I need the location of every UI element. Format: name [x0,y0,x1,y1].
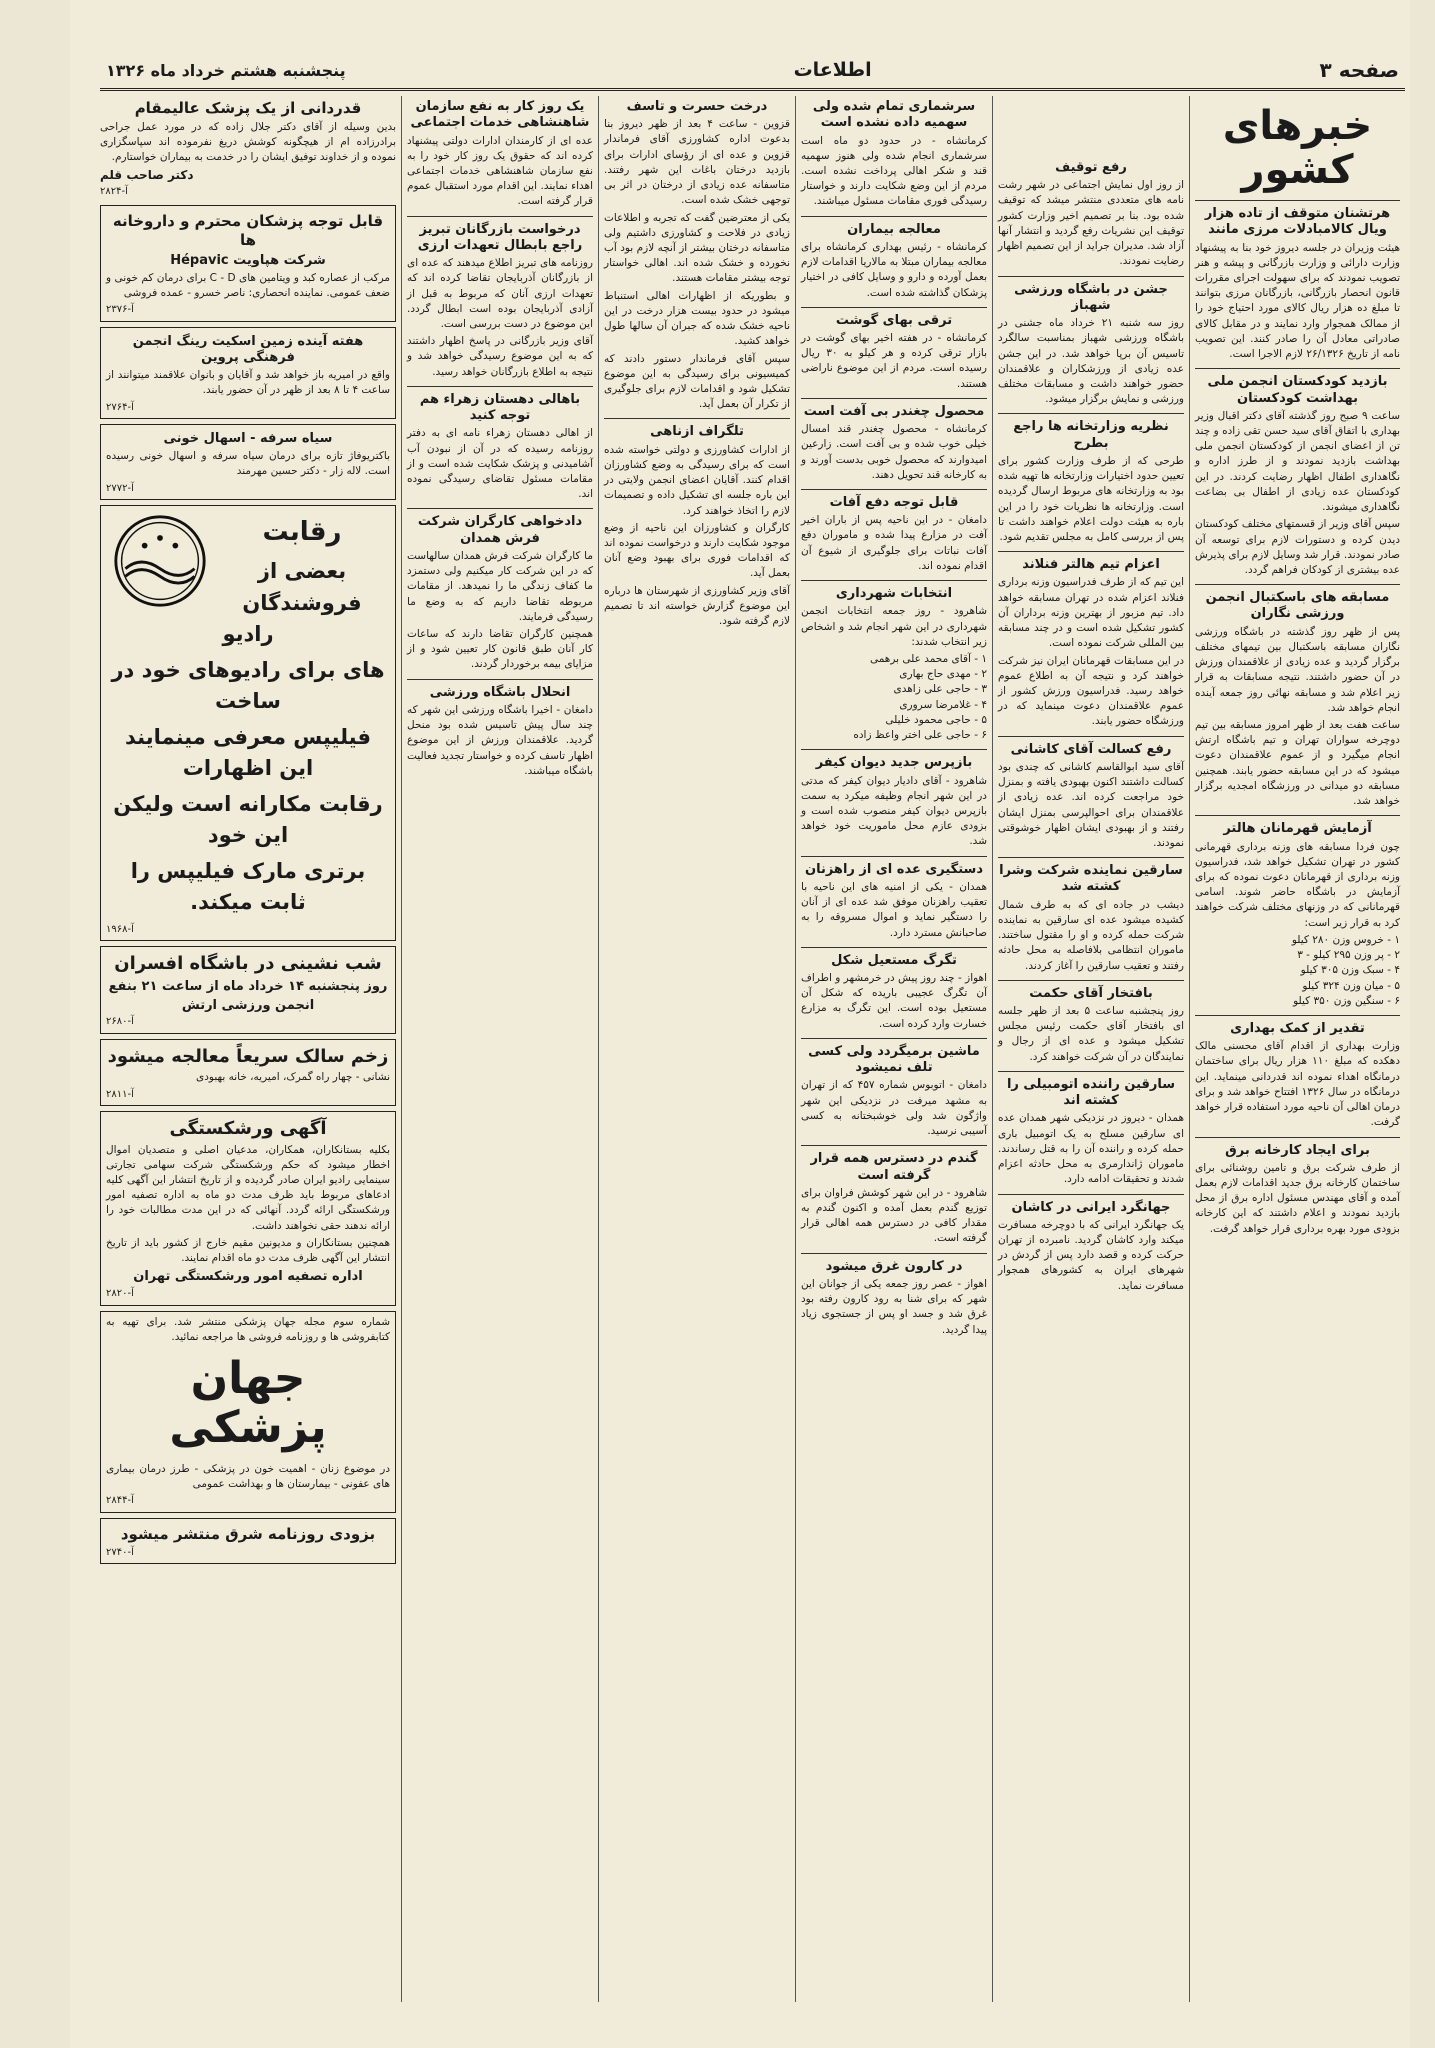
philips-logo-icon [112,513,208,609]
ad-skating: هفته آینده زمین اسکیت رینگ انجمن فرهنگی پروین واقع در امیریه باز خواهد شد و آقایان و بانوان علاقمند میتوانند از ساعت ۴ تا ۸ بعد از ظهر در آن حضور یابند. آ-۲۷۶۴ [100,327,396,419]
page-number: صفحه ۳ [1319,58,1399,82]
article: بازپرس جدید دیوان کیفر شاهرود - آقای دادیار دیوان کیفر که مدتی در این شهر انجام وظیفه میکرد به سمت بازپرس دیوان کیفر منصوب شده است و بزودی عازم محل ماموریت خود خواهد شد. [801,755,987,848]
article: برای ایجاد کارخانه برق از طرف شرکت برق و تامین روشنائی برای ساختمان کارخانه برق جدید اقدامات لازم بعمل آمده و آقای مهندس مسئول اداره برق از محل بازدید نمودند و اعلام داشتند که این کارخانه بزودی مورد بهره برداری قرار خواهد گرفت. [1195,1142,1400,1235]
column-1 [1189,96,1405,2002]
issue-date: پنجشنبه هشتم خرداد ماه ۱۳۲۶ [106,60,346,80]
ad-officers-club: شب نشینی در باشگاه افسران روز پنجشنبه ۱۴ خرداد ماه از ساعت ۲۱ بنفع انجمن ورزشی ارتش آ-۲۶۸۰ [100,946,396,1034]
article: گندم در دسترس همه قرار گرفته است شاهرود - در این شهر کوشش فراوان برای توزیع گندم بعمل آمده و اکنون گندم به مقدار کافی در دسترس همه اهالی قرار گرفته است. [801,1151,987,1245]
ad-philips: رقابت بعضی از فروشندگان رادیو های برای رادیوهای خود در ساخت فیلیپس معرفی مینمایند این اظهارات رقابت مکارانه است ولیکن این خود برتری مارک فیلیپس را ثابت میکند. آ-۱۹۶۸ [100,505,396,941]
article: رفع توقیف از روز اول نمایش اجتماعی در شهر رشت نامه های متعددی منتشر میشد که توقیف شده بود. بنا بر تصمیم اخیر وزارت کشور توقیف این نشریات رفع گردید و انتشار آنها آزاد شد. مدیران جراید از این تصمیم اظهار رضایت نمودند. [998,160,1184,268]
article: هرتشنان متوقف از تاده هزار ویال کالامبادلات مرزی مانند هیئت وزیران در جلسه دیروز خود بنا به پیشنهاد وزارت دارائی و وزارت بازرگانی و پیشه و هنر تصویب نمودند که برای سهولت اجرای مقررات قانون انحصار بازرگانی، بازرگانان مرزی بتوانند تا مبلغ ده هزار ریال کالای مورد احتیاج خود را از ممالک همجوار وارد نمایند و در مقابل کالای صادراتی معادل آن را صادر کنند. این تصویب نامه از تاریخ ۲۶/۱۳۲۶ لازم الاجرا است. [1195,206,1400,361]
ad-hepavic: قابل توجه پزشکان محترم و داروخانه ها شرکت هپاویت Hépavic مرکب از عصاره کبد و ویتامین های C - D برای درمان کم خونی و ضعف عمومی. نماینده انحصاری: ناصر خسرو - عمده فروشی آ-۲۳۷۶ [100,205,396,321]
article: ماشین برمیگردد ولی کسی تلف نمیشود دامغان - اتوبوس شماره ۴۵۷ که از تهران به مشهد میرفت در نزدیکی این شهر واژگون شد ولی خوشبختانه به کسی آسیبی نرسید. [801,1043,987,1138]
article: در کارون غرق میشود اهواز - عصر روز جمعه یکی از جوانان این شهر که برای شنا به رود کارون رفته بود غرق شد و جسد او پس از جستجوی زیاد پیدا گردید. [801,1258,987,1336]
column-4 [598,96,795,2002]
article: مسابقه های باسکتبال انجمن ورزشی نگاران پس از ظهر روز گذشته در باشگاه ورزشی نگاران مسابقه باسکتبال بین تیمهای مختلف برگزار گردید و عده زیادی از علاقمندان ورزش در آن حضور داشتند. نتیجه مسابقات به قرار زیر اعلام شد و مسابقه نهائی روز جمعه آینده انجام خواهد شد. ساعت هفت بعد از ظهر امروز مسابقه بین تیم دوچرخه سواران تهران و تیم باشگاه ارتش انجام میگیرد و از عموم علاقمندان دعوت میشود که در این مسابقه حضور یابند. همچنین مسابقه دو میدانی در ورزشگاه امجدیه برگزار خواهد شد. [1195,590,1400,808]
article: تقدیر از کمک بهداری وزارت بهداری از اقدام آقای محسنی مالک دهکده که مبلغ ۱۱۰ هزار ریال برای ساختمان درمانگاه اهداء نموده اند قدردانی مینماید. این درمانگاه در سال ۱۳۲۶ افتتاح خواهد شد و برای درمان اهالی آن ناحیه مورد استفاده قرار خواهد گرفت. [1195,1020,1401,1129]
ad-medicine: سیاه سرفه - اسهال خونی باکتریوفاژ تازه برای درمان سیاه سرفه و اسهال خونی رسیده است. لاله زار - دکتر حسین مهرمند آ-۲۷۷۲ [100,424,396,500]
article: دادخواهی کارگران شرکت فرش همدان ما کارگران شرکت فرش همدان سالهاست که در این شرکت کار میکنیم ولی دستمزد ما کفاف زندگی ما را نمیدهد. از مقامات مربوطه تقاضا داریم که به وضع ما رسیدگی فرمایند. همچنین کارگران تقاضا دارند که ساعات کار آنان طبق قانون کار تعیین شود و از مزایای بیمه برخوردار گردند. [407,514,593,671]
article: رفع کسالت آقای کاشانی آقای سید ابوالقاسم کاشانی که چندی بود کسالت داشتند اکنون بهبودی یافته و بمنزل خود مراجعت کرده اند. عده زیادی از علاقمندان برای احوالپرسی بمنزل ایشان رفتند و از بهبودی ایشان اظهار خوشوقتی نمودند. [998,741,1184,849]
article: سارقین راننده اتومبیلی را کشته اند همدان - دیروز در نزدیکی شهر همدان عده ای سارقین مسلح به یک اتومبیل باری حمله کرده و راننده آن را به قتل رساندند. ماموران ژاندارمری به محل حادثه اعزام شدند و تحقیقات ادامه دارد. [998,1076,1184,1186]
article: بافتخار آقای حکمت روز پنجشنبه ساعت ۵ بعد از ظهر جلسه ای بافتخار آقای حکمت رئیس مجلس تشکیل میشود و عده ای از رجال و نمایندگان در آن شرکت خواهند کرد. [998,985,1184,1063]
column-5 [401,96,598,2002]
ad-bankruptcy: آگهی ورشکستگی بکلیه بستانکاران، همکاران، مدعیان اصلی و متصدیان اموال اخطار میشود که حکم ورشکستگی شرکت سهامی تجارتی سینمایی رادیو ایران صادر گردیده و از تاریخ انتشار این آگهی کلیه ادعاهای مربوط باید ظرف مدت دو ماه به اداره تصفیه امور ورشکستگی ارائه گردد. آنهائی که در این مدت مطالبات خود را ارائه ندهند حقی نخواهند داشت. همچنین بستانکاران و مدیونین مقیم خارج از کشور باید از تاریخ انتشار این آگهی ظرف مدت دو ماه اقدام نمایند. اداره تصفیه امور ورشکستگی تهران آ-۲۸۲۰ [100,1111,396,1306]
column-3 [795,96,992,2002]
ad-cure: زخم سالک سریعاً معالجه میشود نشانی - چهار راه گمرک، امیریه، خانه بهبودی آ-۲۸۱۱ [100,1039,396,1106]
article: سرشماری تمام شده ولی سهمیه داده نشده است کرمانشاه - در حدود دو ماه است سرشماری انجام شده ولی هنوز سهمیه قند و شکر اهالی پرداخت نشده است. مردم از این وضع شکایت دارند و خواستار رسیدگی فوری مقامات مسئول میباشند. [801,99,987,208]
column-2 [992,96,1189,2002]
masthead [100,52,1405,91]
article: محصول چغندر بی آفت است کرمانشاه - محصول چغندر قند امسال خیلی خوب شده و بی آفت است. زارعین امیدوارند که محصول خوبی بدست آورند و به کارخانه قند تحویل دهند. [801,403,987,481]
article: انحلال باشگاه ورزشی دامغان - اخیرا باشگاه ورزشی این شهر که چند سال پیش تاسیس شده بود منحل گردید. علاقمندان ورزش از این موضوع اظهار تاسف کرده و خواستار تجدید فعالیت باشگاه میباشند. [407,684,593,777]
article: درخواست بازرگانان تبریز راجع بابطال تعهدات ارزی روزنامه های تبریز اطلاع میدهند که عده ای از بازرگانان آذربایجان تقاضا کرده اند که تعهدات ارزی آنان که مربوط به قبل از آزادی آذربایجان بوده است ابطال گردد. این موضوع در دست بررسی است. آقای وزیر بازرگانی در پاسخ اظهار داشتند که به این موضوع رسیدگی خواهد شد و نتیجه به اطلاع بازرگانان خواهد رسید. [407,221,593,378]
article: قدردانی از یک پزشک عالیمقام بدین وسیله از آقای دکتر جلال زاده که در مورد عمل جراحی برادرزاده ام از هیچگونه کوشش دریغ نفرموده اند سپاسگزاری نموده و از خداوند توفیق ایشان را در خدمت به بیماران خواستارم. دکتر صاحب قلم آ-۲۸۲۴ [100,99,396,197]
ad-closing: بزودی روزنامه شرق منتشر میشود آ-۲۷۴۰ [100,1518,396,1564]
article: دستگیری عده ای از راهزنان همدان - یکی از امنیه های این ناحیه با تعقیب راهزنان موفق شد عده ای از آنان را دستگیر نماید و اموال مسروقه را به صاحبانش مسترد دارد. [801,861,987,939]
article: جشن در باشگاه ورزشی شهباز روز سه شنبه ۲۱ خرداد ماه جشنی در باشگاه ورزشی شهباز بمناسبت سالگرد تاسیس آن برپا خواهد شد. در این جشن عده زیادی از ورزشکاران و علاقمندان حضور خواهند داشت و مسابقات مختلف ورزشی و نمایش برگزار میشود. [998,281,1184,406]
article: درخت حسرت و تاسف قزوین - ساعت ۴ بعد از ظهر دیروز بنا بدعوت اداره کشاورزی آقای فرماندار قزوین و عده ای از رؤسای ادارات برای بازدید درختان باغات این شهر رفتند. متاسفانه عده زیادی از درختان در اثر بی توجهی خشک شده است. یکی از معترضین گفت که تجربه و اطلاعات زیادی در فلاحت و کشاورزی داشتیم ولی متاسفانه درختان بیشتر از آنچه لازم بود آب نخورده و خشک شده اند. اهالی خواستار توجه بیشتر مقامات هستند. و بطوریکه از اظهارات اهالی استنباط میشود در حدود بیست هزار درخت در این ناحیه خشک شده که جبران آن سالها طول خواهد کشید. سپس آقای فرماندار دستور دادند که کمیسیونی برای رسیدگی به این موضوع تشکیل شود و اقدامات لازم برای جلوگیری از تکرار آن بعمل آید. [604,99,790,411]
article: ترقی بهای گوشت کرمانشاه - در هفته اخیر بهای گوشت در بازار ترقی کرده و هر کیلو به ۳۰ ریال رسیده است. مردم از این موضوع ناراضی هستند. [801,312,987,390]
article: معالجه بیماران کرمانشاه - رئیس بهداری کرمانشاه برای معالجه بیماران مبتلا به مالاریا اقدامات لازم بعمل آورده و دارو و وسایل کافی در اختیار پزشکان گذاشته شده است. [801,221,987,299]
article: نظریه وزارتخانه ها راجع بطرح طرحی که از طرف وزارت کشور برای تعیین حدود اختیارات وزارتخانه ها تهیه شده بود به وزارتخانه های مربوط ارسال گردیده است. وزارتخانه ها نظریات خود را در این باره به هیئت دولت اعلام خواهند داشت تا پس از بررسی کامل به مجلس تقدیم شود. [998,419,1184,543]
article: باهالی دهستان زهراء هم توجه کنید از اهالی دهستان زهراء نامه ای به دفتر روزنامه رسیده که در آن از نبودن آب آشامیدنی و پزشک شکایت شده است و از مقامات مسئول تقاضای رسیدگی نموده اند. [407,391,593,501]
article: سارقین نماینده شرکت وشرا کشته شد دیشب در جاده ای که به طرف شمال کشیده میشود عده ای سارقین به نماینده شرکت حمله کرده و او را مقتول ساختند. ماموران انتظامی بلافاصله به محل حادثه رفتند و تعقیب سارقین را آغاز کردند. [998,863,1184,972]
article: تلگراف ازناهی از ادارات کشاورزی و دولتی خواسته شده است که برای رسیدگی به وضع کشاورزان اقدام کنند. آقایان اعضای انجمن ولایتی در این باره جلسه ای تشکیل داده و تصمیمات لازم را اتخاذ خواهند کرد. کارگران و کشاورزان این ناحیه از وضع موجود شکایت دارند و درخواست نموده اند که اقدامات فوری برای بهبود وضع آنان بعمل آید. آقای وزیر کشاورزی از شهرستان ها درباره این موضوع گزارش خواسته اند تا تصمیم لازم گرفته شود. [604,424,790,628]
column-6 [95,96,401,2002]
newspaper-name: اطلاعات [793,59,872,81]
article: قابل توجه دفع آفات دامغان - در این ناحیه پس از باران اخیر آفت در مزارع پیدا شده و ماموران دفع آفات نباتات برای جلوگیری از شیوع آن اقدام نموده اند. [801,494,987,572]
election-list: ۱ - آقای محمد علی برهمی ۲ - مهدی حاج بهاری ۳ - حاجی علی زاهدی ۴ - غلامرضا سروری ۵ - حاجی محمود خلیلی ۶ - حاجی علی اختر واعظ زاده [853,653,987,742]
article: اعزام تیم هالتر فنلاند این تیم که از طرف فدراسیون وزنه برداری فنلاند اعزام شده در تهران مسابقه خواهد داد. تیم مزبور از بهترین وزنه برداران آن کشور تشکیل شده است و در چند مسابقه بین المللی شرکت نموده است. در این مسابقات قهرمانان ایران نیز شرکت خواهند کرد و نتیجه آن به اطلاع عموم خواهد رسید. فدراسیون ورزش کشور از عموم علاقمندان دعوت مینماید که در ورزشگاه حضور یابند. [998,557,1184,728]
article: یک روز کار به نفع سازمان شاهنشاهی خدمات اجتماعی عده ای از کارمندان ادارات دولتی پیشنهاد کرده اند که حقوق یک روز کار خود را به نفع سازمان شاهنشاهی خدمات اجتماعی اهداء نمایند. این اقدام مورد استقبال عموم قرار گرفته است. [407,99,593,208]
article: جهانگرد ایرانی در کاشان یک جهانگرد ایرانی که با دوچرخه مسافرت میکند وارد کاشان گردید. نامبرده از تهران حرکت کرده و قصد دارد پس از گردش در شهرهای ایران به کشورهای همجوار مسافرت نماید. [998,1199,1184,1292]
article: تگرگ مستعیل شکل اهواز - چند روز پیش در خرمشهر و اطراف آن تگرگ عجیبی باریده که شکل آن مستعیل بوده است. این تگرگ به مزارع خسارت وارد کرده است. [801,952,987,1030]
article: انتخابات شهرداری شاهرود - روز جمعه انتخابات انجمن شهرداری در این شهر انجام شد و اشخاص زیر انتخاب شدند: ۱ - آقای محمد علی برهمی ۲ - مهدی حاج بهاری ۳ - حاجی علی زاهدی ۴ - غلامرضا سروری ۵ - حاجی محمود خلیلی ۶ - حاجی علی اختر واعظ زاده [801,586,987,743]
weights-list: ۱ - خروس وزن ۲۸۰ کیلو ۲ - پر وزن ۲۹۵ کیلو - ۳ ۴ - سبک وزن ۳۰۵ کیلو ۵ - میان وزن ۳۲۴ کیلو ۶ - سنگین وزن ۳۵۰ کیلو [1291,933,1400,1007]
article: آزمایش قهرمانان هالتر چون فردا مسابقه های وزنه برداری قهرمانی کشور در تهران تشکیل خواهد شد، فدراسیون وزنه برداری از قهرمانان دعوت نموده که برای آزمایش در باشگاه حاضر شوند. اسامی قهرمانانی که در وزنهای مختلف شرکت خواهند کرد به قرار زیر است: ۱ - خروس وزن ۲۸۰ کیلو ۲ - پر وزن ۲۹۵ کیلو - ۳ ۴ - سبک وزن ۳۰۵ کیلو ۵ - میان وزن ۳۲۴ کیلو ۶ - سنگین وزن ۳۵۰ کیلو [1195,821,1400,1009]
section-banner: خبرهای کشور [1222,103,1373,193]
article: بازدید کودکستان انجمن ملی بهداشت کودکستان ساعت ۹ صبح روز گذشته آقای دکتر اقبال وزیر بهداری با اتفاق آقای سید حسن تقی زاده و چند تن از اعضای انجمن از کودکستان انجمن ملی بهداشت بازدید نمودند و از طرز اداره و نگاهداری اطفال اظهار رضایت کردند. در این کودکستان عده زیادی از اطفال بی بضاعت نگاهداری میشوند. سپس آقای وزیر از قسمتهای مختلف کودکستان دیدن کرده و دستورات لازم برای توسعه آن صادر نمودند. قرار شد وسایل لازم برای پذیرش عده بیشتری از کودکان فراهم گردد. [1195,374,1400,576]
ad-magazine: شماره سوم مجله جهان پزشکی منتشر شد. برای تهیه به کتابفروشی ها و روزنامه فروشی ها مراجعه نمائید. جهان پزشکی در موضوع زنان - اهمیت خون در پزشکی - طرز درمان بیماری های عفونی - بیمارستان ها و بهداشت عمومی آ-۲۸۴۴ [100,1311,396,1513]
